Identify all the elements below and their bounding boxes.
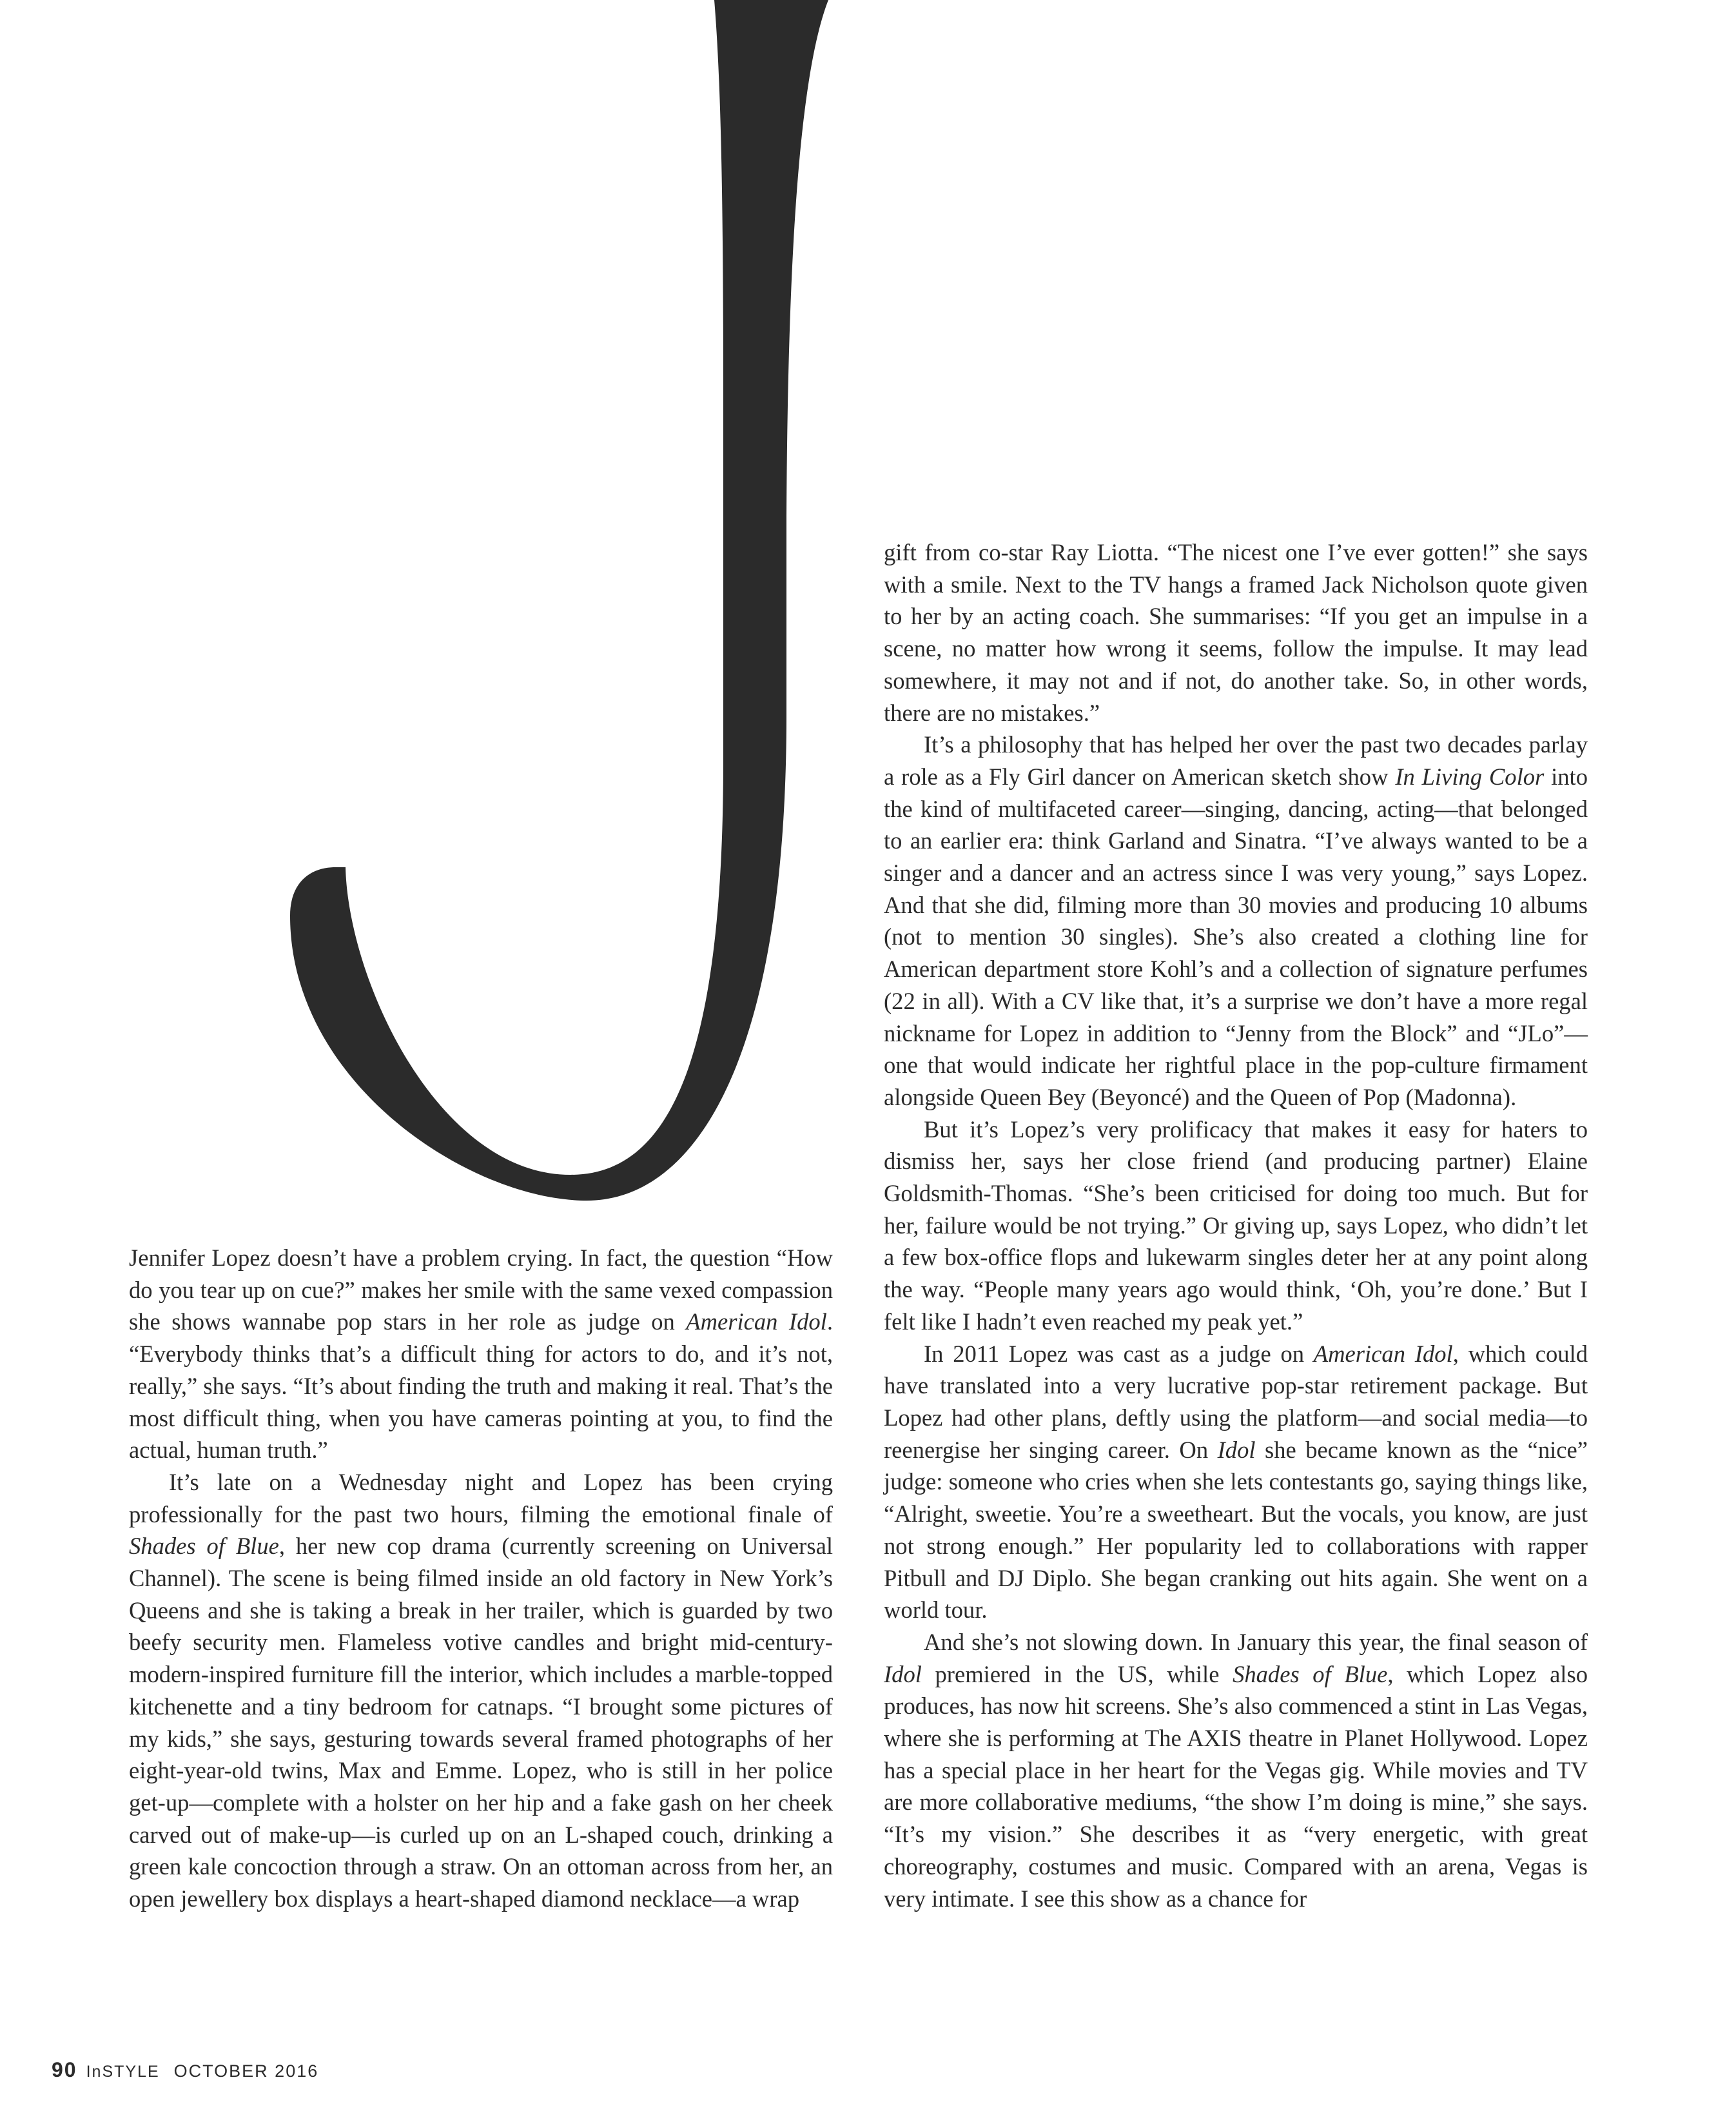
paragraph-trailer-scene: It’s late on a Wednesday night and Lopez has been crying professionally for the past two hours, filming the emotional finale of Shades of Blue, her new cop drama (currently screening on Universal Channel). The scene is being filmed inside an old factory in New York’s Queens and she is taking a break in her trailer, which is guarded by two beefy security men. Flameless votive candles and bright mid-century-modern-inspired furniture fill the interior, which includes a marble-topped kitchenette and a tiny bedroom for catnaps. “I brought some pictures of my kids,” she says, gesturing towards several framed photographs of her eight-year-old twins, Max and Emme. Lopez, who is still in her police get-up—complete with a holster on her hip and a fake gash on her cheek carved out of make-up—is curled up on an L-shaped couch, drinking a green kale concoction through a straw. On an ottoman across from her, an open jewellery box displays a heart-shaped diamond necklace—a wrap [129, 1468, 833, 1912]
page-number: 90 [52, 2058, 77, 2081]
paragraph-prolificacy: But it’s Lopez’s very prolificacy that makes it easy for haters to dismiss her, says her close friend (and producing partner) Elaine Goldsmith-Thomas. “She’s been criticised for doing too much. But for her, failure would be not trying.” Or giving up, says Lopez, who didn’t let a few box-office flops and lukewarm singles deter her at any point along the way. “People many years ago would think, ‘Oh, you’re done.’ But I felt like I hadn’t even reached my peak yet.” [884, 1115, 1588, 1335]
article-column-left [129, 1242, 833, 1915]
magazine-brand: InSTYLE [86, 2063, 160, 2081]
paragraph-opening: Jennifer Lopez doesn’t have a problem crying. In fact, the question “How do you tear up on cue?” makes her smile with the same vexed compassion she shows wannabe pop stars in her role as judge on American Idol. “Everybody thinks that’s a difficult thing for actors to do, and it’s not, really,” she says. “It’s about finding the truth and making it real. That’s the most difficult thing, when you have cameras pointing at you, to find the actual, human truth.” [129, 1244, 833, 1464]
issue-date: OCTOBER 2016 [173, 2061, 319, 2081]
paragraph-continued: gift from co-star Ray Liotta. “The nicest one I’ve ever gotten!” she says with a smile. Next to the TV hangs a framed Jack Nicholson quote given to her by an acting coach. She summarises: “If you get an impulse in a scene, no matter how wrong it seems, follow the impulse. It may lead somewhere, it may not and if not, do another take. So, in other words, there are no mistakes.” [884, 539, 1588, 726]
dropcap-letter-j [271, 0, 851, 1225]
paragraph-american-idol: In 2011 Lopez was cast as a judge on American Idol, which could have translated into a very lucrative pop-star retirement package. But Lopez had other plans, deftly using the platform—and social media—to reenergise her singing career. On Idol she became known as the “nice” judge: someone who cries when she lets contestants go, saying things like, “Alright, sweetie. You’re a sweetheart. But the vocals, you know, are just not strong enough.” Her popularity led to collaborations with rapper Pitbull and DJ Diplo. She began cranking out hits again. She went on a world tour. [884, 1340, 1588, 1624]
paragraph-vegas: And she’s not slowing down. In January this year, the final season of Idol premiered in the US, while Shades of Blue, which Lopez also produces, has now hit screens. She’s also commenced a stint in Las Vegas, where she is performing at The AXIS theatre in Planet Hollywood. Lopez has a special place in her heart for the Vegas gig. While movies and TV are more collaborative mediums, “the show I’m doing is mine,” she says. “It’s my vision.” She describes it as “very energetic, with great choreography, costumes and music. Compared with an arena, Vegas is very intimate. I see this show as a chance for [884, 1628, 1588, 1912]
article-column-right [884, 536, 1588, 1914]
paragraph-philosophy: It’s a philosophy that has helped her over the past two decades parlay a role as a Fly Girl dancer on American sketch show In Living Color into the kind of multifaceted career—singing, dancing, acting—that belonged to an earlier era: think Garland and Sinatra. “I’ve always wanted to be a singer and a dancer and an actress since I was very young,” says Lopez. And that she did, filming more than 30 movies and producing 10 albums (not to mention 30 singles). She’s also created a clothing line for American department store Kohl’s and a collection of signature perfumes (22 in all). With a CV like that, it’s a surprise we don’t have a more regal nickname for Lopez in addition to “Jenny from the Block” and “JLo”—one that would indicate her rightful place in the pop-culture firmament alongside Queen Bey (Beyoncé) and the Queen of Pop (Madonna). [884, 731, 1588, 1110]
page-footer [52, 2058, 318, 2082]
